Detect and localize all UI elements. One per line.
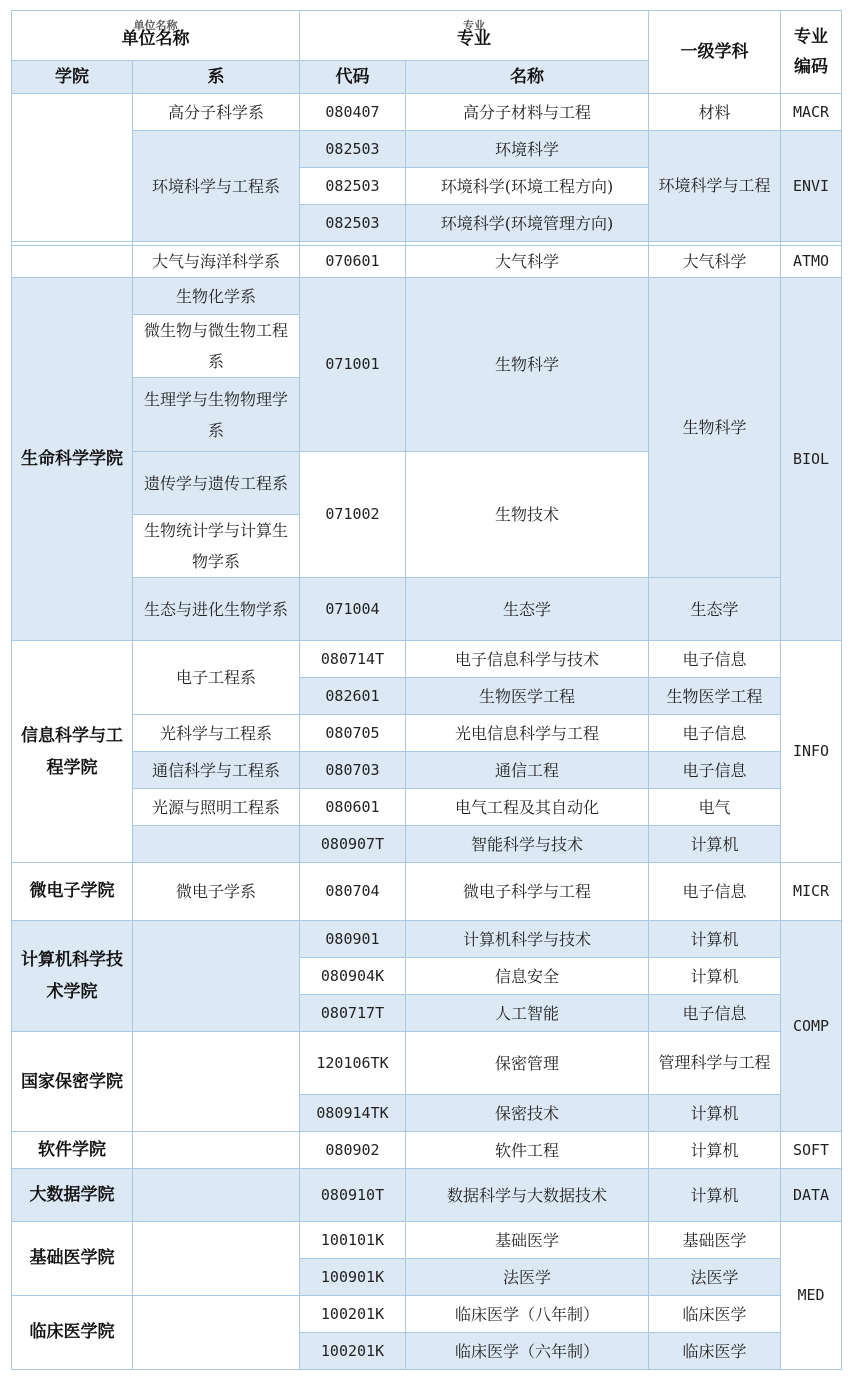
header-major-code: 专业 编码 bbox=[781, 11, 842, 94]
name-cell: 环境科学(环境管理方向) bbox=[406, 205, 649, 242]
header-code: 代码 bbox=[300, 61, 406, 94]
name-cell: 保密技术 bbox=[406, 1095, 649, 1132]
dept-cell: 光科学与工程系 bbox=[133, 715, 300, 752]
college-cell: 信息科学与工程学院 bbox=[12, 641, 133, 863]
name-cell: 数据科学与大数据技术 bbox=[406, 1169, 649, 1222]
major-code-cell: ATMO bbox=[781, 246, 842, 278]
name-cell: 高分子材料与工程 bbox=[406, 94, 649, 131]
subject-cell: 临床医学 bbox=[649, 1333, 781, 1370]
code-cell: 082601 bbox=[300, 678, 406, 715]
college-cell-empty bbox=[12, 94, 133, 242]
header-college: 学院 bbox=[12, 61, 133, 94]
code-cell: 080910T bbox=[300, 1169, 406, 1222]
subject-cell: 电子信息 bbox=[649, 715, 781, 752]
subject-cell: 计算机 bbox=[649, 921, 781, 958]
code-cell: 100901K bbox=[300, 1259, 406, 1296]
major-code-cell: MACR bbox=[781, 94, 842, 131]
subject-cell: 计算机 bbox=[649, 958, 781, 995]
code-cell: 082503 bbox=[300, 205, 406, 242]
code-cell: 080703 bbox=[300, 752, 406, 789]
major-code-cell: ENVI bbox=[781, 131, 842, 242]
college-cell: 计算机科学技术学院 bbox=[12, 921, 133, 1032]
name-cell: 环境科学 bbox=[406, 131, 649, 168]
major-code-cell: MED bbox=[781, 1222, 842, 1370]
dept-cell-empty bbox=[133, 1169, 300, 1222]
college-cell: 软件学院 bbox=[12, 1132, 133, 1169]
college-cell-empty bbox=[12, 246, 133, 278]
header-major-label: 专业 bbox=[457, 28, 491, 49]
name-cell: 智能科学与技术 bbox=[406, 826, 649, 863]
code-cell: 080902 bbox=[300, 1132, 406, 1169]
header-unit-name bbox=[12, 11, 300, 61]
dept-cell: 光源与照明工程系 bbox=[133, 789, 300, 826]
name-cell: 临床医学（八年制） bbox=[406, 1296, 649, 1333]
dept-cell-empty bbox=[133, 921, 300, 1032]
major-code-cell: DATA bbox=[781, 1169, 842, 1222]
subject-cell: 计算机 bbox=[649, 1095, 781, 1132]
subject-cell: 电子信息 bbox=[649, 995, 781, 1032]
code-cell: 100201K bbox=[300, 1333, 406, 1370]
code-cell: 080907T bbox=[300, 826, 406, 863]
subject-cell: 生物科学 bbox=[649, 278, 781, 578]
header-subject: 一级学科 bbox=[649, 11, 781, 94]
dept-cell-empty bbox=[133, 826, 300, 863]
code-cell: 071002 bbox=[300, 452, 406, 578]
subject-cell: 计算机 bbox=[649, 1132, 781, 1169]
code-cell: 082503 bbox=[300, 131, 406, 168]
dept-cell-empty bbox=[133, 1132, 300, 1169]
dept-cell: 大气与海洋科学系 bbox=[133, 246, 300, 278]
college-cell: 生命科学学院 bbox=[12, 278, 133, 641]
dept-cell-empty bbox=[133, 1032, 300, 1132]
subject-cell: 电气 bbox=[649, 789, 781, 826]
subject-cell: 大气科学 bbox=[649, 246, 781, 278]
dept-cell: 电子工程系 bbox=[133, 641, 300, 715]
name-cell: 信息安全 bbox=[406, 958, 649, 995]
college-cell: 临床医学院 bbox=[12, 1296, 133, 1370]
subject-cell: 计算机 bbox=[649, 1169, 781, 1222]
name-cell: 保密管理 bbox=[406, 1032, 649, 1095]
code-cell: 071001 bbox=[300, 278, 406, 452]
code-cell: 080601 bbox=[300, 789, 406, 826]
header-unit-name-label: 单位名称 bbox=[121, 28, 190, 49]
code-cell: 070601 bbox=[300, 246, 406, 278]
major-code-cell: SOFT bbox=[781, 1132, 842, 1169]
dept-cell: 生物统计学与计算生物学系 bbox=[133, 515, 300, 578]
college-cell: 大数据学院 bbox=[12, 1169, 133, 1222]
code-cell: 080914TK bbox=[300, 1095, 406, 1132]
dept-cell: 微生物与微生物工程系 bbox=[133, 315, 300, 378]
code-cell: 080717T bbox=[300, 995, 406, 1032]
header-cut-text: 单位名称 bbox=[133, 18, 178, 32]
name-cell: 人工智能 bbox=[406, 995, 649, 1032]
subject-cell: 临床医学 bbox=[649, 1296, 781, 1333]
code-cell: 080714T bbox=[300, 641, 406, 678]
code-cell: 082503 bbox=[300, 168, 406, 205]
dept-cell: 生理学与生物物理学系 bbox=[133, 378, 300, 452]
name-cell: 生物技术 bbox=[406, 452, 649, 578]
name-cell: 生态学 bbox=[406, 578, 649, 641]
code-cell: 080901 bbox=[300, 921, 406, 958]
name-cell: 环境科学(环境工程方向) bbox=[406, 168, 649, 205]
subject-cell: 电子信息 bbox=[649, 752, 781, 789]
name-cell: 通信工程 bbox=[406, 752, 649, 789]
dept-cell: 生态与进化生物学系 bbox=[133, 578, 300, 641]
subject-cell: 电子信息 bbox=[649, 641, 781, 678]
header-cut-text: 专业 bbox=[463, 18, 485, 32]
name-cell: 大气科学 bbox=[406, 246, 649, 278]
name-cell: 微电子科学与工程 bbox=[406, 863, 649, 921]
dept-cell: 环境科学与工程系 bbox=[133, 131, 300, 242]
dept-cell: 微电子学系 bbox=[133, 863, 300, 921]
dept-cell: 生物化学系 bbox=[133, 278, 300, 315]
dept-cell: 通信科学与工程系 bbox=[133, 752, 300, 789]
code-cell: 100101K bbox=[300, 1222, 406, 1259]
name-cell: 基础医学 bbox=[406, 1222, 649, 1259]
subject-cell: 材料 bbox=[649, 94, 781, 131]
subject-cell: 计算机 bbox=[649, 826, 781, 863]
major-code-cell: INFO bbox=[781, 641, 842, 863]
code-cell: 080407 bbox=[300, 94, 406, 131]
dept-cell-empty bbox=[133, 1222, 300, 1296]
code-cell: 080704 bbox=[300, 863, 406, 921]
name-cell: 计算机科学与技术 bbox=[406, 921, 649, 958]
major-code-cell: COMP bbox=[781, 921, 842, 1132]
subject-cell: 基础医学 bbox=[649, 1222, 781, 1259]
code-cell: 120106TK bbox=[300, 1032, 406, 1095]
code-cell: 100201K bbox=[300, 1296, 406, 1333]
dept-cell: 高分子科学系 bbox=[133, 94, 300, 131]
subject-cell: 法医学 bbox=[649, 1259, 781, 1296]
subject-cell: 管理科学与工程 bbox=[649, 1032, 781, 1095]
name-cell: 电气工程及其自动化 bbox=[406, 789, 649, 826]
college-cell: 国家保密学院 bbox=[12, 1032, 133, 1132]
majors-table bbox=[11, 10, 842, 1370]
name-cell: 电子信息科学与技术 bbox=[406, 641, 649, 678]
header-major bbox=[300, 11, 649, 61]
name-cell: 生物医学工程 bbox=[406, 678, 649, 715]
major-code-cell: BIOL bbox=[781, 278, 842, 641]
name-cell: 临床医学（六年制） bbox=[406, 1333, 649, 1370]
name-cell: 生物科学 bbox=[406, 278, 649, 452]
code-cell: 080705 bbox=[300, 715, 406, 752]
name-cell: 光电信息科学与工程 bbox=[406, 715, 649, 752]
name-cell: 软件工程 bbox=[406, 1132, 649, 1169]
code-cell: 080904K bbox=[300, 958, 406, 995]
header-name: 名称 bbox=[406, 61, 649, 94]
dept-cell: 遗传学与遗传工程系 bbox=[133, 452, 300, 515]
major-code-cell: MICR bbox=[781, 863, 842, 921]
subject-cell: 生物医学工程 bbox=[649, 678, 781, 715]
header-dept: 系 bbox=[133, 61, 300, 94]
code-cell: 071004 bbox=[300, 578, 406, 641]
college-cell: 基础医学院 bbox=[12, 1222, 133, 1296]
subject-cell: 环境科学与工程 bbox=[649, 131, 781, 242]
subject-cell: 电子信息 bbox=[649, 863, 781, 921]
college-cell: 微电子学院 bbox=[12, 863, 133, 921]
dept-cell-empty bbox=[133, 1296, 300, 1370]
subject-cell: 生态学 bbox=[649, 578, 781, 641]
name-cell: 法医学 bbox=[406, 1259, 649, 1296]
